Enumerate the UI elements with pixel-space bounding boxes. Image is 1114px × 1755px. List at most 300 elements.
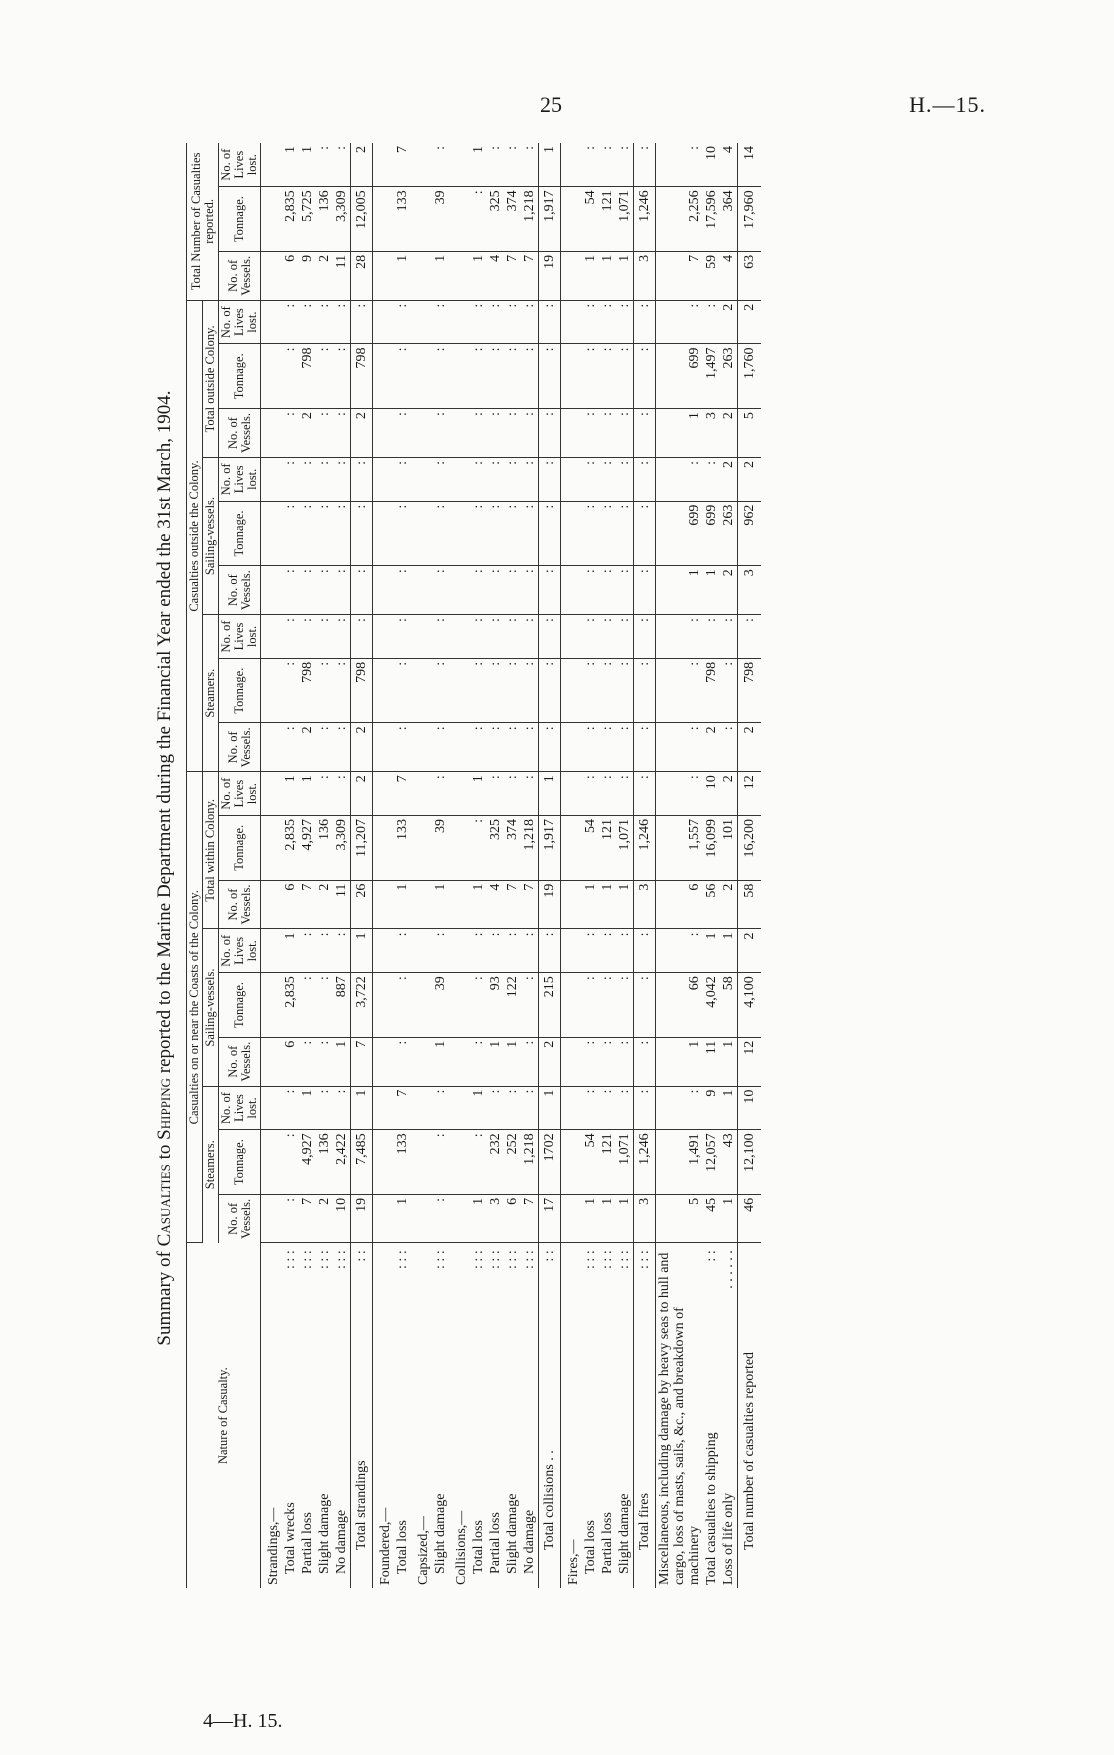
table-cell: : xyxy=(282,1086,299,1130)
table-cell: : xyxy=(539,501,561,566)
table-cell: 1 xyxy=(470,772,487,816)
table-cell: 1,497 xyxy=(703,344,720,409)
table-cell: : xyxy=(703,615,720,659)
tonnage-subheader: Tonnage. xyxy=(219,344,261,409)
table-cell: : xyxy=(432,1086,449,1130)
table-cell: 699 xyxy=(703,501,720,566)
table-cell: 1,246 xyxy=(634,187,656,252)
row-label-text: No damage xyxy=(522,1509,537,1574)
page-number: 25 xyxy=(540,92,562,117)
table-cell: 1 xyxy=(582,251,599,300)
table-cell: : xyxy=(582,501,599,566)
table-cell: : xyxy=(299,457,316,501)
table-cell: 2 xyxy=(351,772,373,816)
table-cell: 1,218 xyxy=(521,1130,539,1195)
table-cell: 1 xyxy=(299,772,316,816)
table-cell: : xyxy=(582,615,599,659)
table-cell xyxy=(449,501,470,566)
lives-subheader: No. of Lives lost. xyxy=(219,772,261,816)
table-cell xyxy=(449,143,470,187)
leader-dots: : : xyxy=(542,1250,557,1262)
table-cell: : xyxy=(316,1037,333,1086)
row-label xyxy=(634,1243,656,1588)
table-cell: : xyxy=(432,409,449,458)
table-cell: : xyxy=(521,409,539,458)
table-row xyxy=(616,143,634,1588)
table-cell: 6 xyxy=(656,880,704,929)
table-cell: 1,557 xyxy=(656,816,704,881)
table-cell: : xyxy=(616,457,634,501)
row-label xyxy=(316,1243,333,1588)
table-cell xyxy=(449,457,470,501)
table-cell: 1 xyxy=(582,1194,599,1242)
table-row xyxy=(703,143,720,1588)
table-cell: : xyxy=(394,973,411,1038)
table-cell: : xyxy=(582,457,599,501)
table-row xyxy=(470,143,487,1588)
table-cell xyxy=(373,251,395,300)
table-cell xyxy=(373,501,395,566)
table-cell xyxy=(561,658,583,723)
table-cell: : xyxy=(394,615,411,659)
row-label-text: Total loss xyxy=(583,1520,598,1574)
group-outside-header: Casualties outside the Colony. xyxy=(187,300,203,772)
table-cell: : xyxy=(504,457,521,501)
row-label-text: Slight damage xyxy=(505,1493,520,1574)
table-cell: 1 xyxy=(616,1194,634,1242)
row-label xyxy=(261,1243,283,1588)
tonnage-subheader: Tonnage. xyxy=(219,501,261,566)
row-label-text: Total strandings xyxy=(354,1460,369,1550)
table-row xyxy=(261,143,283,1588)
table-cell: 1 xyxy=(656,566,704,615)
table-cell: : xyxy=(316,344,333,409)
leader-dots: : : : xyxy=(300,1250,315,1269)
table-cell: : xyxy=(521,457,539,501)
table-cell: 232 xyxy=(487,1130,504,1195)
table-cell: 4 xyxy=(720,143,738,187)
table-cell: 2,256 xyxy=(656,187,704,252)
table-cell: : xyxy=(656,300,704,344)
table-cell: : xyxy=(634,566,656,615)
table-cell: : xyxy=(582,973,599,1038)
table-cell: : xyxy=(394,409,411,458)
table-cell: 136 xyxy=(316,1130,333,1195)
table-cell: 1,218 xyxy=(521,816,539,881)
table-cell: : xyxy=(299,615,316,659)
table-row xyxy=(504,143,521,1588)
table-cell: 46 xyxy=(738,1194,762,1242)
table-cell xyxy=(261,723,283,772)
table-cell: : xyxy=(634,772,656,816)
table-cell: : xyxy=(299,300,316,344)
sailing-within-header: Sailing-vessels. xyxy=(203,929,219,1086)
table-cell xyxy=(411,409,432,458)
table-cell xyxy=(449,300,470,344)
table-cell: : xyxy=(333,409,351,458)
table-cell: : xyxy=(599,929,616,973)
table-cell: 3 xyxy=(634,880,656,929)
table-cell: 101 xyxy=(720,816,738,881)
table-cell: 7 xyxy=(504,251,521,300)
table-cell: : xyxy=(351,566,373,615)
table-cell: 1 xyxy=(582,880,599,929)
table-cell: 3,309 xyxy=(333,187,351,252)
row-label xyxy=(561,1243,583,1588)
table-cell: 12 xyxy=(738,1037,762,1086)
table-cell: 121 xyxy=(599,1130,616,1195)
table-cell: : xyxy=(316,772,333,816)
table-cell: : xyxy=(656,723,704,772)
table-cell xyxy=(561,457,583,501)
table-cell: 12 xyxy=(738,772,762,816)
table-cell: : xyxy=(394,929,411,973)
group-within-header: Casualties on or near the Coasts of the Colony. xyxy=(187,772,203,1243)
table-cell: : xyxy=(521,615,539,659)
table-cell: : xyxy=(539,344,561,409)
table-cell: : xyxy=(316,1086,333,1130)
row-label-text: Partial loss xyxy=(600,1512,615,1574)
table-cell xyxy=(411,929,432,973)
table-cell: : xyxy=(599,300,616,344)
table-cell xyxy=(373,772,395,816)
row-label-text: Total loss xyxy=(471,1520,486,1574)
row-label xyxy=(373,1243,395,1588)
table-cell: 1,246 xyxy=(634,1130,656,1195)
table-row xyxy=(299,143,316,1588)
table-cell: : xyxy=(333,457,351,501)
table-cell xyxy=(449,772,470,816)
table-cell: : xyxy=(432,1130,449,1195)
table-cell xyxy=(261,344,283,409)
table-cell: 2 xyxy=(720,880,738,929)
table-cell: 962 xyxy=(738,501,762,566)
row-label-text: Total casualties to shipping xyxy=(704,1432,719,1585)
table-cell: : xyxy=(521,772,539,816)
table-cell: : xyxy=(634,501,656,566)
table-cell: 2 xyxy=(738,457,762,501)
table-row xyxy=(316,143,333,1588)
table-cell: : xyxy=(316,929,333,973)
table-cell: : xyxy=(504,143,521,187)
table-cell: : xyxy=(738,615,762,659)
row-label xyxy=(582,1243,599,1588)
table-cell: : xyxy=(394,300,411,344)
table-cell: 12,005 xyxy=(351,187,373,252)
table-cell: 10 xyxy=(333,1194,351,1242)
table-cell: : xyxy=(521,1086,539,1130)
table-cell: 215 xyxy=(539,973,561,1038)
table-cell: 2 xyxy=(720,300,738,344)
table-cell: 14 xyxy=(738,143,762,187)
table-cell: 1 xyxy=(282,929,299,973)
table-cell xyxy=(261,300,283,344)
table-cell: 1 xyxy=(656,1037,704,1086)
table-cell xyxy=(449,344,470,409)
table-cell: 2,835 xyxy=(282,816,299,881)
table-cell xyxy=(561,929,583,973)
steamers-outside-header: Steamers. xyxy=(203,615,219,772)
table-cell: : xyxy=(351,501,373,566)
table-cell: : xyxy=(504,344,521,409)
table-row xyxy=(521,143,539,1588)
table-cell: 2 xyxy=(738,929,762,973)
table-cell xyxy=(411,566,432,615)
table-cell: : xyxy=(299,501,316,566)
table-cell xyxy=(373,816,395,881)
total-within-header: Total within Colony. xyxy=(203,772,219,929)
table-cell: 7 xyxy=(521,880,539,929)
table-cell: 121 xyxy=(599,816,616,881)
leader-dots: : : : xyxy=(488,1250,503,1269)
table-cell: 1 xyxy=(333,1037,351,1086)
table-cell: 11 xyxy=(333,880,351,929)
table-cell: 5 xyxy=(656,1194,704,1242)
table-cell xyxy=(411,300,432,344)
table-cell: : xyxy=(333,723,351,772)
table-cell: : xyxy=(582,409,599,458)
table-cell: : xyxy=(616,973,634,1038)
table-cell: 798 xyxy=(299,658,316,723)
table-cell xyxy=(561,344,583,409)
table-cell xyxy=(261,973,283,1038)
table-cell: 133 xyxy=(394,1130,411,1195)
table-cell: 3,722 xyxy=(351,973,373,1038)
table-cell: 11,207 xyxy=(351,816,373,881)
leader-dots: : : : xyxy=(600,1250,615,1269)
table-cell: : xyxy=(351,300,373,344)
table-cell: 1 xyxy=(656,409,704,458)
table-cell: 7 xyxy=(394,1086,411,1130)
table-cell: 7 xyxy=(394,772,411,816)
table-cell: : xyxy=(539,658,561,723)
table-cell xyxy=(449,816,470,881)
table-cell: 2 xyxy=(316,1194,333,1242)
row-label xyxy=(521,1243,539,1588)
table-cell: 6 xyxy=(282,880,299,929)
table-cell: : xyxy=(487,143,504,187)
steamers-within-header: Steamers. xyxy=(203,1086,219,1243)
table-cell: : xyxy=(282,409,299,458)
table-cell: : xyxy=(432,929,449,973)
table-cell: : xyxy=(394,501,411,566)
table-cell: 3,309 xyxy=(333,816,351,881)
table-cell: 4,042 xyxy=(703,973,720,1038)
leader-dots: : : : xyxy=(617,1250,632,1269)
table-cell: : xyxy=(470,929,487,973)
table-cell: 1 xyxy=(470,1194,487,1242)
tonnage-subheader: Tonnage. xyxy=(219,187,261,252)
table-cell: 6 xyxy=(282,1037,299,1086)
table-cell: 1 xyxy=(394,1194,411,1242)
table-cell xyxy=(411,1037,432,1086)
table-cell: 1 xyxy=(539,1086,561,1130)
leader-dots: . . . . . . xyxy=(721,1250,736,1289)
row-label xyxy=(282,1243,299,1588)
table-cell: : xyxy=(599,501,616,566)
table-cell: 1,760 xyxy=(738,344,762,409)
table-cell: : xyxy=(470,300,487,344)
table-cell: 1 xyxy=(470,1086,487,1130)
table-cell xyxy=(373,300,395,344)
table-cell: 1 xyxy=(703,929,720,973)
table-cell: 16,099 xyxy=(703,816,720,881)
table-cell: : xyxy=(282,1130,299,1195)
table-cell: 136 xyxy=(316,187,333,252)
table-cell: 1 xyxy=(282,772,299,816)
table-cell xyxy=(561,973,583,1038)
table-cell: : xyxy=(616,143,634,187)
table-cell: 1,491 xyxy=(656,1130,704,1195)
table-cell: : xyxy=(634,929,656,973)
row-label xyxy=(599,1243,616,1588)
table-cell: 1 xyxy=(351,1086,373,1130)
row-label-text: Partial loss xyxy=(300,1512,315,1574)
table-cell: : xyxy=(333,566,351,615)
table-row xyxy=(333,143,351,1588)
table-cell: : xyxy=(504,615,521,659)
table-cell xyxy=(561,723,583,772)
table-cell xyxy=(449,409,470,458)
table-cell: : xyxy=(470,658,487,723)
table-cell: 4 xyxy=(487,880,504,929)
row-label xyxy=(539,1243,561,1588)
table-cell: : xyxy=(521,973,539,1038)
table-cell: : xyxy=(616,615,634,659)
table-cell: 3 xyxy=(738,566,762,615)
table-cell: : xyxy=(394,457,411,501)
table-cell xyxy=(561,1130,583,1195)
table-cell: : xyxy=(394,658,411,723)
table-cell: : xyxy=(470,187,487,252)
table-row xyxy=(539,143,561,1588)
table-cell xyxy=(261,772,283,816)
table-cell: : xyxy=(333,772,351,816)
table-cell: : xyxy=(333,300,351,344)
table-cell: : xyxy=(634,615,656,659)
row-label xyxy=(616,1243,634,1588)
table-cell: : xyxy=(470,723,487,772)
leader-dots: : : : xyxy=(433,1250,448,1269)
table-cell: 1 xyxy=(720,929,738,973)
table-cell: 2 xyxy=(299,409,316,458)
table-cell: 374 xyxy=(504,187,521,252)
table-cell: : xyxy=(634,344,656,409)
table-row xyxy=(351,143,373,1588)
table-cell: 133 xyxy=(394,816,411,881)
table-cell: 12,100 xyxy=(738,1130,762,1195)
table-row xyxy=(432,143,449,1588)
leader-dots: : : xyxy=(354,1250,369,1262)
table-cell xyxy=(449,187,470,252)
table-row xyxy=(411,143,432,1588)
table-cell: : xyxy=(720,658,738,723)
table-cell: 7 xyxy=(299,880,316,929)
table-cell: 1,218 xyxy=(521,187,539,252)
row-label-text: Strandings,— xyxy=(266,1507,281,1585)
table-cell xyxy=(561,409,583,458)
table-cell xyxy=(373,723,395,772)
leader-dots: : : : xyxy=(334,1250,349,1269)
table-cell: : xyxy=(432,566,449,615)
table-cell: 3 xyxy=(634,251,656,300)
table-cell: 1 xyxy=(504,1037,521,1086)
table-cell: : xyxy=(470,409,487,458)
page-reference: H.—15. xyxy=(909,92,986,117)
table-cell: : xyxy=(316,973,333,1038)
table-cell xyxy=(561,772,583,816)
table-cell: : xyxy=(394,723,411,772)
lives-subheader: No. of Lives lost. xyxy=(219,615,261,659)
table-cell xyxy=(411,1086,432,1130)
table-cell: : xyxy=(333,658,351,723)
table-cell: : xyxy=(432,501,449,566)
table-cell: : xyxy=(599,615,616,659)
row-label-text: Slight damage xyxy=(617,1493,632,1574)
table-cell xyxy=(561,615,583,659)
table-cell: : xyxy=(634,409,656,458)
table-cell xyxy=(449,1130,470,1195)
table-cell: 2,835 xyxy=(282,187,299,252)
table-cell: : xyxy=(656,457,704,501)
table-cell: 39 xyxy=(432,973,449,1038)
table-cell: 9 xyxy=(299,251,316,300)
table-cell: : xyxy=(504,501,521,566)
table-cell: 17 xyxy=(539,1194,561,1242)
table-cell: 2 xyxy=(738,723,762,772)
table-cell: : xyxy=(539,723,561,772)
table-cell: 1,917 xyxy=(539,187,561,252)
table-cell: 26 xyxy=(351,880,373,929)
row-label xyxy=(504,1243,521,1588)
table-cell: 887 xyxy=(333,973,351,1038)
table-cell: 798 xyxy=(351,344,373,409)
table-cell xyxy=(261,615,283,659)
table-cell xyxy=(411,658,432,723)
table-cell: : xyxy=(487,723,504,772)
table-cell: 1 xyxy=(487,1037,504,1086)
table-cell: 6 xyxy=(282,251,299,300)
table-cell: : xyxy=(582,300,599,344)
table-cell xyxy=(411,723,432,772)
leader-dots: : : : xyxy=(471,1250,486,1269)
row-label xyxy=(738,1243,762,1588)
table-cell: 2 xyxy=(703,723,720,772)
table-cell: : xyxy=(582,929,599,973)
table-cell: 5 xyxy=(738,409,762,458)
table-cell: : xyxy=(282,457,299,501)
table-cell: 699 xyxy=(656,344,704,409)
tonnage-subheader: Tonnage. xyxy=(219,658,261,723)
table-cell: : xyxy=(432,658,449,723)
table-cell xyxy=(561,566,583,615)
table-cell: : xyxy=(470,1037,487,1086)
row-label xyxy=(449,1243,470,1588)
table-cell xyxy=(261,1130,283,1195)
table-cell: : xyxy=(487,1086,504,1130)
table-cell xyxy=(373,566,395,615)
table-cell xyxy=(373,973,395,1038)
table-cell: : xyxy=(299,929,316,973)
table-cell: : xyxy=(582,1086,599,1130)
table-cell xyxy=(561,300,583,344)
table-cell: 7 xyxy=(394,143,411,187)
table-cell: : xyxy=(394,1037,411,1086)
table-cell: 699 xyxy=(656,501,704,566)
table-cell: : xyxy=(282,344,299,409)
table-cell: 28 xyxy=(351,251,373,300)
table-cell: 2 xyxy=(351,723,373,772)
